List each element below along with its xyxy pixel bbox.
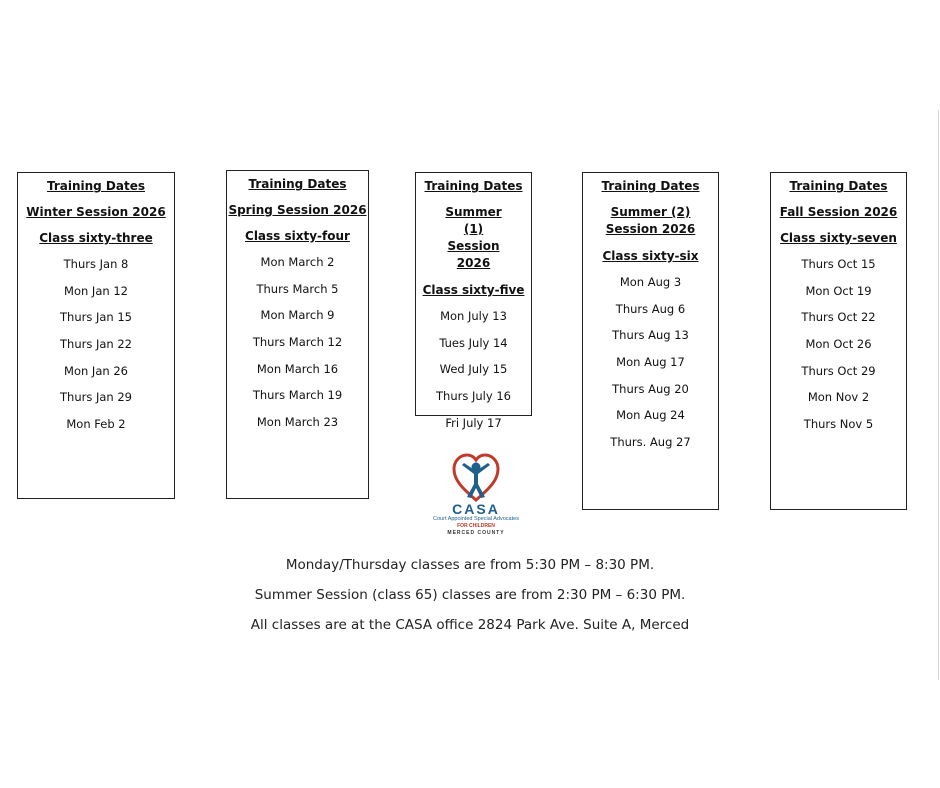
class-name: Class sixty-three	[39, 231, 153, 245]
date-item: Thurs Jan 15	[60, 310, 132, 325]
info-location: All classes are at the CASA office 2824 Park Ave. Suite A, Merced	[250, 617, 690, 633]
box-heading: Training Dates	[248, 177, 347, 191]
session-box-summer-1	[415, 172, 532, 430]
info-schedule-weekday: Monday/Thursday classes are from 5:30 PM – 8:30 PM.	[285, 557, 655, 573]
date-item: Thurs March 19	[252, 388, 343, 403]
box-heading: Training Dates	[46, 179, 146, 193]
box-heading: Training Dates	[601, 179, 700, 193]
date-item: Mon March 2	[260, 255, 335, 269]
date-item: Mon Nov 2	[807, 390, 870, 405]
date-item: Thurs Nov 5	[803, 417, 874, 432]
date-item: Thurs Aug 13	[612, 328, 689, 343]
date-item: Thurs July 16	[436, 389, 511, 404]
class-name: Class sixty-seven	[780, 231, 897, 245]
box-heading: Training Dates	[789, 179, 888, 193]
date-item: Thurs March 12	[252, 335, 343, 350]
date-item: Thurs Aug 20	[612, 381, 689, 396]
class-name: Class sixty-four	[245, 229, 350, 243]
date-item: Mon March 23	[256, 415, 339, 430]
session-box-spring	[226, 170, 369, 499]
date-item: Mon March 16	[256, 361, 339, 376]
session-box-summer-2	[582, 172, 719, 510]
casa-logo	[428, 452, 524, 548]
session-box-winter	[17, 172, 175, 499]
date-item: Fri July 17	[445, 415, 502, 430]
logo-county: MERCED COUNTY	[447, 530, 505, 536]
date-list	[416, 308, 531, 431]
page-edge-divider	[938, 110, 939, 680]
date-list	[771, 256, 906, 432]
date-item: Wed July 15	[439, 362, 508, 377]
session-box-fall	[770, 172, 907, 510]
date-item: Mon Jan 26	[64, 363, 128, 378]
date-item: Thurs March 5	[256, 281, 339, 296]
heart-figure-icon	[452, 452, 500, 504]
info-schedule-summer: Summer Session (class 65) classes are from 2:30 PM – 6:30 PM.	[254, 587, 686, 603]
class-name: Class sixty-five	[422, 283, 525, 297]
date-item: Thurs Oct 15	[801, 257, 876, 271]
date-item: Thurs Aug 6	[615, 301, 686, 316]
date-item: Mon Aug 24	[616, 408, 685, 423]
date-item: Mon July 13	[440, 309, 507, 323]
session-name: Fall Session 2026	[779, 205, 898, 219]
date-item: Mon Aug 3	[619, 275, 682, 289]
box-heading: Training Dates	[424, 179, 523, 193]
date-item: Thurs Oct 22	[801, 310, 876, 325]
date-item: Mon Oct 19	[805, 283, 872, 298]
date-list	[583, 274, 718, 450]
date-item: Thurs Oct 29	[801, 363, 876, 378]
class-name: Class sixty-six	[602, 249, 699, 263]
session-name: Spring Session 2026	[228, 203, 367, 217]
session-name: Summer (2) Session 2026	[605, 205, 696, 236]
logo-tagline-2: FOR CHILDREN	[457, 523, 495, 529]
date-item: Mon Aug 17	[616, 355, 685, 370]
logo-name: CASA	[452, 501, 500, 517]
date-item: Thurs Jan 8	[63, 257, 129, 271]
date-list	[227, 254, 368, 430]
date-item: Thurs. Aug 27	[610, 435, 691, 450]
session-name: Summer (1) Session 2026	[445, 205, 502, 270]
date-item: Mon Oct 26	[805, 337, 872, 352]
date-item: Mon March 9	[260, 308, 335, 323]
date-item: Mon Feb 2	[66, 417, 126, 432]
date-item: Tues July 14	[439, 335, 508, 350]
session-name: Winter Session 2026	[26, 205, 166, 219]
date-list	[18, 256, 174, 432]
date-item: Thurs Jan 22	[60, 337, 132, 352]
date-item: Mon Jan 12	[64, 283, 128, 298]
date-item: Thurs Jan 29	[60, 390, 132, 405]
logo-tagline: Court Appointed Special Advocates	[433, 516, 519, 522]
